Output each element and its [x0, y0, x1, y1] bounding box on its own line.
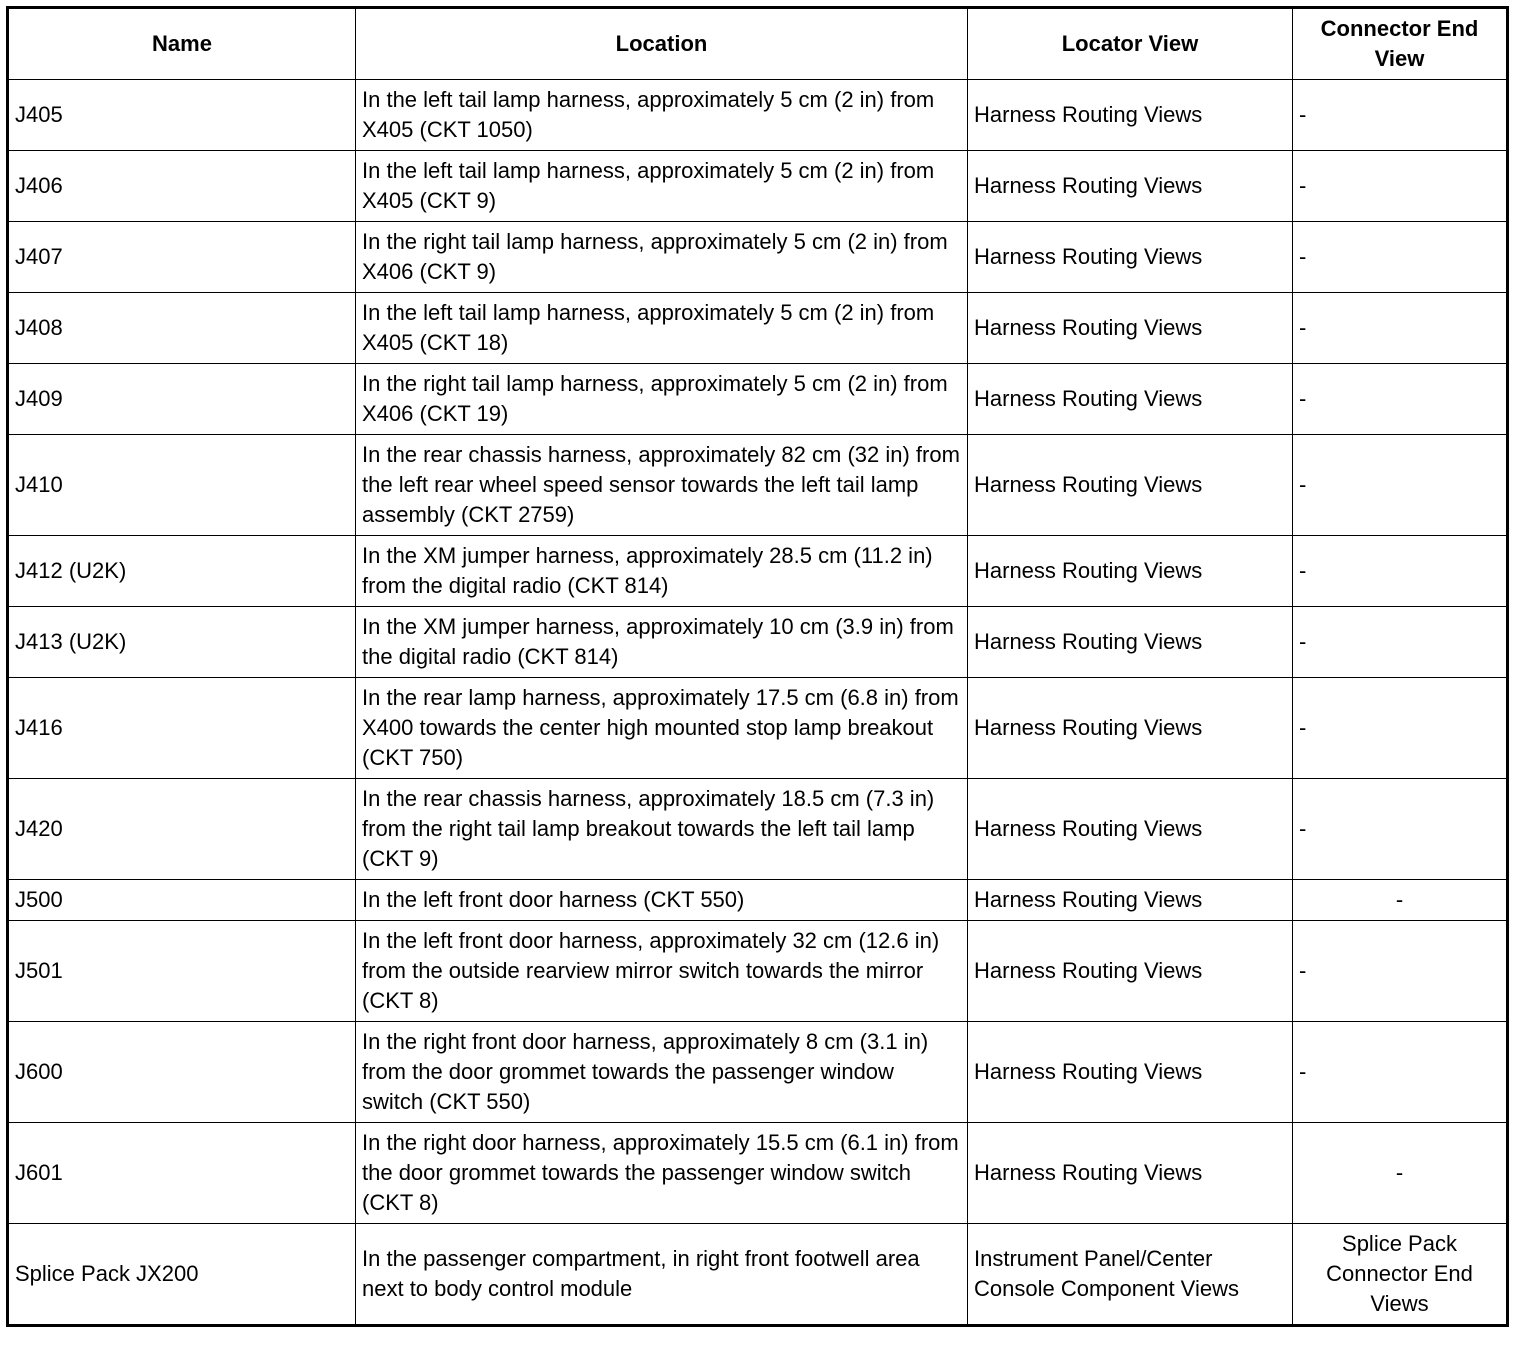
cell-name: J416	[8, 678, 356, 779]
cell-location: In the XM jumper harness, approximately 10 cm (3.9 in) from the digital radio (CKT 814)	[356, 607, 968, 678]
cell-name: J600	[8, 1022, 356, 1123]
cell-location: In the rear lamp harness, approximately 17.5 cm (6.8 in) from X400 towards the center high mounted stop lamp breakout (CKT 750)	[356, 678, 968, 779]
table-row	[8, 293, 1508, 364]
cell-connector-end-view: -	[1293, 921, 1508, 1022]
splice-location-table	[6, 6, 1509, 1327]
table-row	[8, 151, 1508, 222]
cell-locator-view: Instrument Panel/Center Console Component Views	[968, 1224, 1293, 1326]
cell-location: In the XM jumper harness, approximately 28.5 cm (11.2 in) from the digital radio (CKT 814)	[356, 536, 968, 607]
cell-locator-view: Harness Routing Views	[968, 222, 1293, 293]
cell-name: J409	[8, 364, 356, 435]
cell-connector-end-view: -	[1293, 80, 1508, 151]
cell-name: J410	[8, 435, 356, 536]
cell-location: In the right front door harness, approximately 8 cm (3.1 in) from the door grommet towards the passenger window switch (CKT 550)	[356, 1022, 968, 1123]
cell-locator-view: Harness Routing Views	[968, 921, 1293, 1022]
header-row	[8, 8, 1508, 80]
table-row	[8, 880, 1508, 921]
cell-name: J408	[8, 293, 356, 364]
cell-name: J420	[8, 779, 356, 880]
table-row	[8, 222, 1508, 293]
cell-locator-view: Harness Routing Views	[968, 364, 1293, 435]
cell-name: J500	[8, 880, 356, 921]
cell-connector-end-view: Splice Pack Connector End Views	[1293, 1224, 1508, 1326]
cell-name: J601	[8, 1123, 356, 1224]
header-locator-view: Locator View	[968, 8, 1293, 80]
table-row	[8, 678, 1508, 779]
cell-connector-end-view: -	[1293, 151, 1508, 222]
cell-name: J405	[8, 80, 356, 151]
cell-name: J406	[8, 151, 356, 222]
table-row	[8, 1022, 1508, 1123]
cell-location: In the left tail lamp harness, approximately 5 cm (2 in) from X405 (CKT 9)	[356, 151, 968, 222]
cell-connector-end-view: -	[1293, 678, 1508, 779]
cell-name: J407	[8, 222, 356, 293]
cell-location: In the right tail lamp harness, approximately 5 cm (2 in) from X406 (CKT 9)	[356, 222, 968, 293]
table-row	[8, 779, 1508, 880]
cell-location: In the left tail lamp harness, approximately 5 cm (2 in) from X405 (CKT 1050)	[356, 80, 968, 151]
header-name: Name	[8, 8, 356, 80]
cell-location: In the rear chassis harness, approximately 18.5 cm (7.3 in) from the right tail lamp breakout towards the left tail lamp (CKT 9)	[356, 779, 968, 880]
cell-connector-end-view: -	[1293, 435, 1508, 536]
cell-locator-view: Harness Routing Views	[968, 1123, 1293, 1224]
cell-location: In the passenger compartment, in right front footwell area next to body control module	[356, 1224, 968, 1326]
cell-locator-view: Harness Routing Views	[968, 293, 1293, 364]
table-row	[8, 536, 1508, 607]
cell-locator-view: Harness Routing Views	[968, 880, 1293, 921]
cell-location: In the left tail lamp harness, approximately 5 cm (2 in) from X405 (CKT 18)	[356, 293, 968, 364]
cell-name: J412 (U2K)	[8, 536, 356, 607]
cell-connector-end-view: -	[1293, 607, 1508, 678]
cell-connector-end-view: -	[1293, 880, 1508, 921]
header-connector-end-view: Connector End View	[1293, 8, 1508, 80]
cell-locator-view: Harness Routing Views	[968, 80, 1293, 151]
table-row	[8, 435, 1508, 536]
table-row	[8, 1224, 1508, 1326]
cell-connector-end-view: -	[1293, 1123, 1508, 1224]
cell-locator-view: Harness Routing Views	[968, 1022, 1293, 1123]
cell-connector-end-view: -	[1293, 1022, 1508, 1123]
table-row	[8, 607, 1508, 678]
table-row	[8, 80, 1508, 151]
cell-location: In the left front door harness (CKT 550)	[356, 880, 968, 921]
cell-connector-end-view: -	[1293, 222, 1508, 293]
cell-locator-view: Harness Routing Views	[968, 607, 1293, 678]
cell-connector-end-view: -	[1293, 364, 1508, 435]
cell-name: J501	[8, 921, 356, 1022]
cell-location: In the left front door harness, approximately 32 cm (12.6 in) from the outside rearview mirror switch towards the mirror (CKT 8)	[356, 921, 968, 1022]
cell-locator-view: Harness Routing Views	[968, 536, 1293, 607]
cell-locator-view: Harness Routing Views	[968, 435, 1293, 536]
cell-name: J413 (U2K)	[8, 607, 356, 678]
cell-location: In the rear chassis harness, approximately 82 cm (32 in) from the left rear wheel speed sensor towards the left tail lamp assembly (CKT 2759)	[356, 435, 968, 536]
table-row	[8, 921, 1508, 1022]
table-row	[8, 364, 1508, 435]
cell-connector-end-view: -	[1293, 779, 1508, 880]
cell-location: In the right door harness, approximately 15.5 cm (6.1 in) from the door grommet towards the passenger window switch (CKT 8)	[356, 1123, 968, 1224]
cell-location: In the right tail lamp harness, approximately 5 cm (2 in) from X406 (CKT 19)	[356, 364, 968, 435]
header-location: Location	[356, 8, 968, 80]
cell-locator-view: Harness Routing Views	[968, 779, 1293, 880]
cell-locator-view: Harness Routing Views	[968, 151, 1293, 222]
cell-connector-end-view: -	[1293, 536, 1508, 607]
table-row	[8, 1123, 1508, 1224]
cell-connector-end-view: -	[1293, 293, 1508, 364]
cell-name: Splice Pack JX200	[8, 1224, 356, 1326]
cell-locator-view: Harness Routing Views	[968, 678, 1293, 779]
